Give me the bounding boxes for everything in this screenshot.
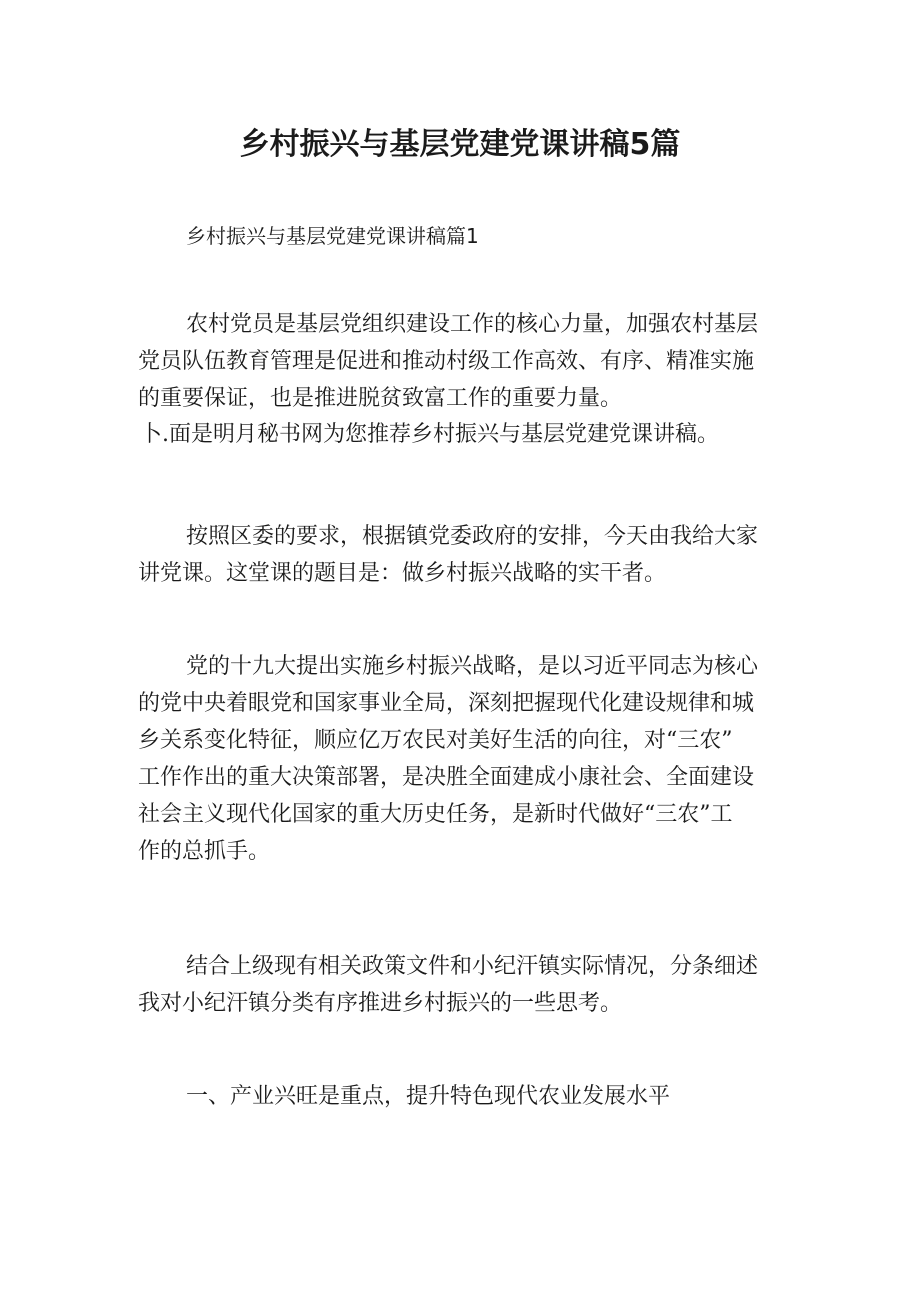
intro-line: 党员队伍教育管理是促进和推动村级工作高效、有序、精准实施 (138, 349, 755, 374)
paragraph-line: 党的十九大提出实施乡村振兴战略，是以习近平同志为核心 (186, 654, 759, 679)
paragraph-line: 社会主义现代化国家的重大历史任务，是新时代做好“三农”工 (138, 802, 733, 827)
paragraph-line: 工作作出的重大决策部署，是决胜全面建成小康社会、全面建设 (138, 765, 755, 790)
section-heading: 一、产业兴旺是重点，提升特色现代农业发展水平 (186, 1084, 671, 1109)
paragraph-line: 讲党课。这堂课的题目是：做乡村振兴战略的实干者。 (138, 561, 667, 586)
intro-paragraph (138, 306, 798, 417)
paragraph-1 (138, 518, 798, 592)
paragraph-line: 结合上级现有相关政策文件和小纪汗镇实际情况，分条细述 (186, 954, 759, 979)
intro-line: 的重要保证，也是推进脱贫致富工作的重要力量。 (138, 386, 623, 411)
paragraph-line: 乡关系变化特征，顺应亿万农民对美好生活的向往，对“三农” (138, 728, 733, 753)
page-title: 乡村振兴与基层党建党课讲稿5篇 (239, 127, 681, 162)
paragraph-2 (138, 648, 798, 870)
intro-tail-line: 卜.面是明月秘书网为您推荐乡村振兴与基层党建党课讲稿。 (140, 422, 719, 447)
article-subtitle: 乡村振兴与基层党建党课讲稿篇1 (186, 224, 479, 248)
intro-line: 农村党员是基层党组织建设工作的核心力量，加强农村基层 (186, 312, 759, 337)
paragraph-line: 的党中央着眼党和国家事业全局，深刻把握现代化建设规律和城 (138, 691, 755, 716)
paragraph-3 (138, 948, 798, 1022)
paragraph-line: 按照区委的要求，根据镇党委政府的安排，今天由我给大家 (186, 524, 759, 549)
paragraph-line: 作的总抓手。 (138, 839, 271, 864)
paragraph-line: 我对小纪汗镇分类有序推进乡村振兴的一些思考。 (138, 991, 623, 1016)
